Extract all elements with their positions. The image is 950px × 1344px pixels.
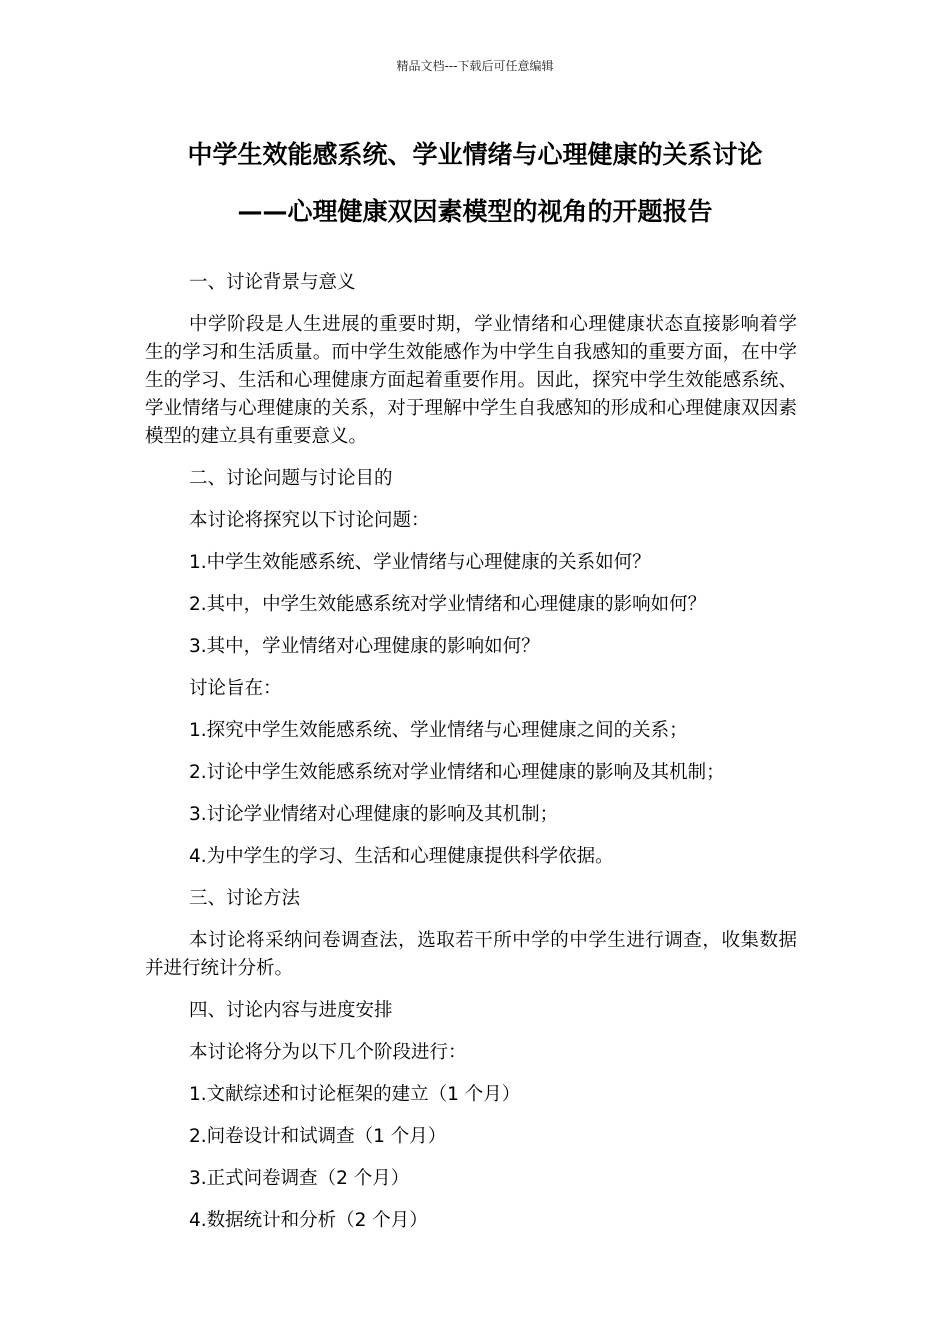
document-title-line2: ——心理健康双因素模型的视角的开题报告 — [237, 197, 713, 226]
stages-intro: 本讨论将分为以下几个阶段进行： — [189, 1042, 467, 1063]
aims-intro: 讨论旨在： — [189, 678, 282, 699]
stage-item: 4.数据统计和分析（2 个月） — [189, 1210, 428, 1231]
section-heading-2: 二、讨论问题与讨论目的 — [189, 468, 393, 489]
document-body — [145, 269, 797, 1249]
aim-item: 1.探究中学生效能感系统、学业情绪与心理健康之间的关系； — [189, 720, 688, 741]
section-heading-3: 三、讨论方法 — [189, 888, 301, 909]
aim-item: 4.为中学生的学习、生活和心理健康提供科学依据。 — [189, 846, 614, 867]
section-heading-1: 一、讨论背景与意义 — [189, 272, 356, 293]
questions-intro: 本讨论将探究以下讨论问题： — [189, 510, 430, 531]
section-3-paragraph: 本讨论将采纳问卷调查法，选取若干所中学的中学生进行调查，收集数据并进行统计分析。 — [145, 930, 797, 979]
question-item: 2.其中，中学生效能感系统对学业情绪和心理健康的影响如何？ — [189, 594, 707, 615]
stage-item: 3.正式问卷调查（2 个月） — [189, 1168, 410, 1189]
document-title-line1: 中学生效能感系统、学业情绪与心理健康的关系讨论 — [187, 140, 763, 169]
question-item: 3.其中，学业情绪对心理健康的影响如何？ — [189, 636, 540, 657]
section-1-paragraph: 中学阶段是人生进展的重要时期，学业情绪和心理健康状态直接影响着学生的学习和生活质量。而中学生效能感作为中学生自我感知的重要方面，在中学生的学习、生活和心理健康方面起着重要作用。因此，探究中学生效能感系统、学业情绪与心理健康的关系，对于理解中学生自我感知的形成和心理健康双因素模型的建立具有重要意义。 — [145, 314, 797, 447]
stage-item: 2.问卷设计和试调查（1 个月） — [189, 1126, 447, 1147]
section-heading-4: 四、讨论内容与进度安排 — [189, 1000, 393, 1021]
aim-item: 3.讨论学业情绪对心理健康的影响及其机制； — [189, 804, 559, 825]
question-item: 1.中学生效能感系统、学业情绪与心理健康的关系如何？ — [189, 552, 651, 573]
header-watermark: 精品文档---下载后可任意编辑 — [396, 59, 554, 73]
stage-item: 1.文献综述和讨论框架的建立（1 个月） — [189, 1084, 521, 1105]
aim-item: 2.讨论中学生效能感系统对学业情绪和心理健康的影响及其机制； — [189, 762, 725, 783]
